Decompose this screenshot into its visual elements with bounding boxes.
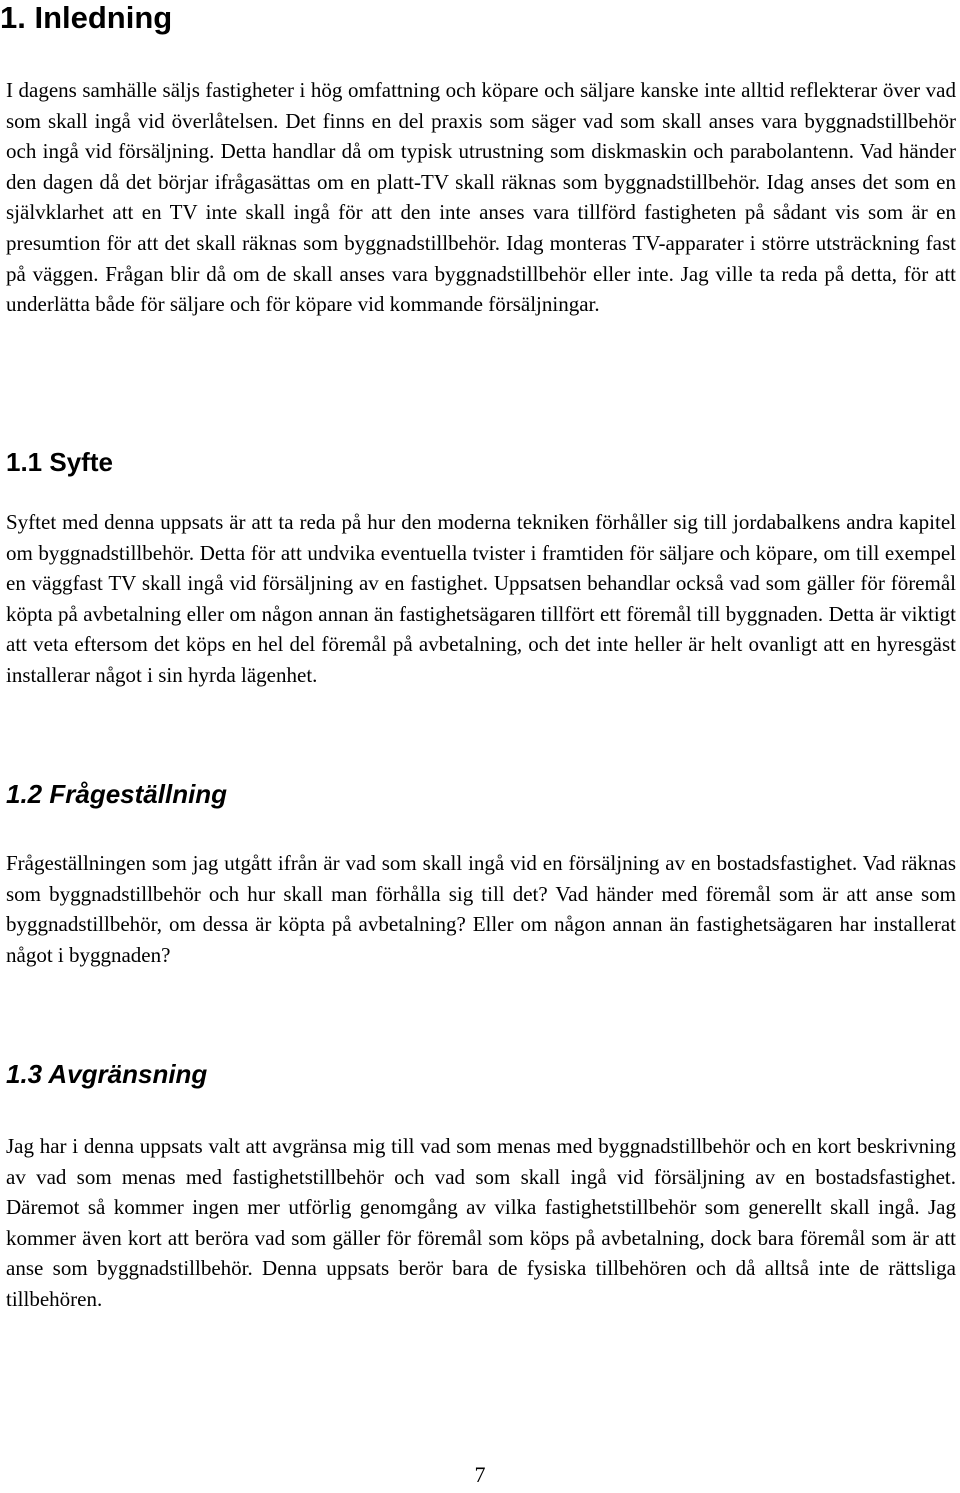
- page-number: 7: [474, 1462, 486, 1487]
- section-heading-fragestallning: 1.2 Frågeställning: [6, 779, 228, 809]
- fragestallning-paragraph: Frågeställningen som jag utgått ifrån är vad som skall ingå vid en försäljning av en bostadsfastighet. Vad räknas som byggnadstillbehör och hur skall man förhålla sig till det? Vad händer med föremål som är att anse som byggnadstillbehör, om dessa är köpta på avbetalning? Eller om någon annan än fastighetsägaren har installerat något i byggnaden?: [6, 851, 956, 967]
- chapter-heading: 1. Inledning: [0, 0, 173, 35]
- section-heading-syfte: 1.1 Syfte: [6, 447, 113, 477]
- syfte-paragraph: Syftet med denna uppsats är att ta reda på hur den moderna tekniken förhåller sig till jordabalkens andra kapitel om byggnadstillbehör. Detta för att undvika eventuella tvister i framtiden för säljare och köpare, om till exempel en väggfast TV skall ingå vid försäljning av en fastighet. Uppsatsen behandlar också vad som gäller för föremål köpta på avbetalning eller om någon annan än fastighetsägaren tillfört ett föremål till byggnaden. Detta är viktigt att veta eftersom det köps en hel del föremål på avbetalning, och det inte heller är helt ovanligt att en hyresgäst installerar något i sin hyrda lägenhet.: [6, 510, 956, 687]
- intro-paragraph: I dagens samhälle säljs fastigheter i hög omfattning och köpare och säljare kanske inte alltid reflekterar över vad som skall ingå vid överlåtelsen. Det finns en del praxis som säger vad som skall anses vara byggnadstillbehör och ingå vid försäljning. Detta handlar då om typisk utrustning som diskmaskin och parabolantenn. Vad händer den dagen då det börjar ifrågasättas om en platt-TV skall räknas som byggnadstillbehör. Idag anses det som en självklarhet att en TV inte skall ingå för att den inte anses vara tillförd fastigheten på sådant vis som är en presumtion för att det skall räknas som byggnadstillbehör. Idag monteras TV-apparater i större utsträckning fast på väggen. Frågan blir då om de skall anses vara byggnadstillbehör eller inte. Jag ville ta reda på detta, för att underlätta både för säljare och för köpare vid kommande försäljningar.: [6, 78, 956, 317]
- avgransning-paragraph: Jag har i denna uppsats valt att avgränsa mig till vad som menas med byggnadstillbehör och en kort beskrivning av vad som menas med fastighetstillbehör och vad som skall ingå vid försäljning av en bostadsfastighet. Däremot så kommer ingen mer utförlig genomgång av vilka fastighetstillbehör som generellt skall ingå. Jag kommer även kort att beröra vad som gäller för föremål som köps på avbetalning, dock bara föremål som är att anse som byggnadstillbehör. Denna uppsats berör bara de fysiska tillbehören och då alltså inte de rättsliga tillbehören.: [6, 1134, 956, 1311]
- section-heading-avgransning: 1.3 Avgränsning: [6, 1059, 208, 1089]
